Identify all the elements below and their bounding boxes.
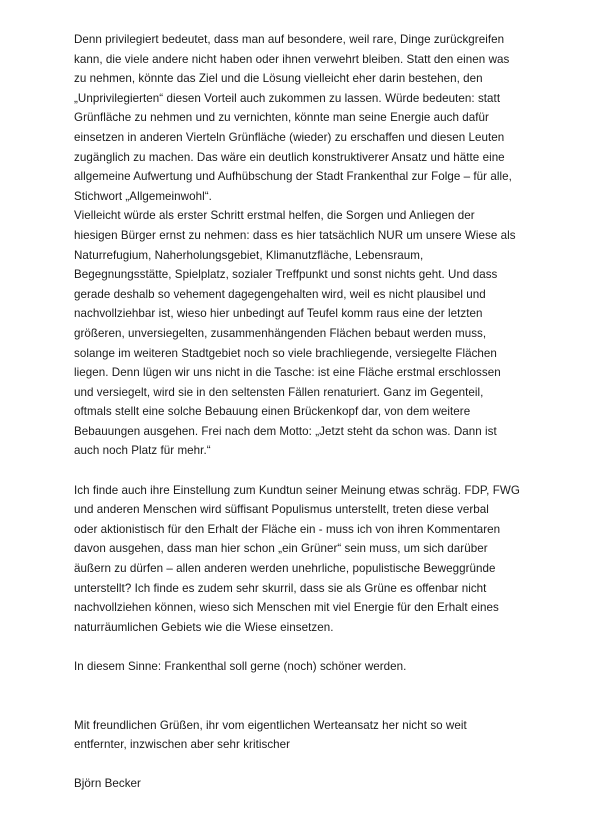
text-line: oder aktionistisch für den Erhalt der Fläche ein - muss ich von ihren Kommentaren	[74, 522, 501, 536]
text-line: größeren, unversiegelten, zusammenhängenden Flächen bebaut werden muss,	[74, 326, 487, 340]
text-line: solange im weiteren Stadtgebiet noch so viele brachliegende, versiegelte Flächen	[74, 346, 497, 360]
text-line: und anderen Menschen wird süffisant Populismus unterstellt, treten diese verbal	[74, 503, 489, 517]
paragraph-privilege	[74, 30, 544, 206]
text-line: In diesem Sinne: Frankenthal soll gerne (noch) schöner werden.	[74, 660, 407, 673]
signature	[74, 774, 544, 794]
text-line: „Unprivilegierten“ diesen Vorteil auch zukommen zu lassen. Würde bedeuten: statt	[74, 91, 501, 105]
paragraph-concerns	[74, 206, 544, 461]
text-line: hiesigen Bürger ernst zu nehmen: dass es hier tatsächlich NUR um unsere Wiese als	[74, 228, 516, 242]
text-line: Ich finde auch ihre Einstellung zum Kundtun seiner Meinung etwas schräg. FDP, FWG	[74, 483, 520, 497]
signature-name: Björn Becker	[74, 777, 141, 791]
text-line: allgemeine Aufwertung und Aufhübschung der Stadt Frankenthal zur Folge – für alle,	[74, 170, 512, 184]
text-line: davon ausgehen, dass man hier schon „ein Grüner“ sein muss, um sich darüber	[74, 542, 488, 556]
text-line: Bebauungen ausgehen. Frei nach dem Motto: „Jetzt steht da schon was. Dann ist	[74, 424, 497, 438]
text-line: Begegnungsstätte, Spielplatz, sozialer Treffpunkt und sonst nichts geht. Und dass	[74, 268, 498, 282]
paragraph-conclusion	[74, 657, 544, 677]
text-line: nachvollziehbar ist, wieso hier unbedingt auf Teufel komm raus eine der letzten	[74, 307, 483, 321]
text-line: entfernter, inzwischen aber sehr kritischer	[74, 738, 291, 752]
text-line: Mit freundlichen Grüßen, ihr vom eigentlichen Werteansatz her nicht so weit	[74, 718, 467, 732]
text-line: liegen. Denn lügen wir uns nicht in die Tasche: ist eine Fläche erstmal erschlossen	[74, 366, 501, 380]
text-line: gerade deshalb so vehement dagegengehalten wird, weil es nicht plausibel und	[74, 287, 486, 301]
text-line: einsetzen in anderen Vierteln Grünfläche (wieder) zu erschaffen und diesen Leuten	[74, 130, 505, 144]
text-line: auch noch Platz für mehr.“	[74, 444, 211, 458]
text-line: zu nehmen, könnte das Ziel und die Lösung vielleicht eher darin bestehen, den	[74, 72, 483, 86]
text-line: unterstellt? Ich finde es zudem sehr skurril, dass sie als Grüne es offenbar nicht	[74, 581, 487, 595]
text-line: und versiegelt, wird sie in den seltensten Fällen renaturiert. Ganz im Gegenteil,	[74, 385, 484, 399]
text-line: nachvollziehen können, wieso sich Menschen mit viel Energie für den Erhalt eines	[74, 601, 499, 615]
text-line: äußern zu dürfen – allen anderen werden unehrliche, populistische Beweggründe	[74, 562, 496, 576]
closing-salutation	[74, 716, 544, 755]
letter-body	[74, 30, 544, 794]
text-line: zugänglich zu machen. Das wäre ein deutlich konstruktiverer Ansatz und hätte eine	[74, 150, 505, 164]
text-line: Denn privilegiert bedeutet, dass man auf besondere, weil rare, Dinge zurückgreifen	[74, 33, 505, 46]
text-line: Naturrefugium, Naherholungsgebiet, Klimanutzfläche, Lebensraum,	[74, 248, 424, 262]
text-line: Grünfläche zu nehmen und zu vernichten, könnte man seine Energie auch dafür	[74, 111, 489, 125]
text-line: oftmals stellt eine solche Bebauung einen Brückenkopf dar, von dem weitere	[74, 405, 471, 419]
text-line: Vielleicht würde als erster Schritt erstmal helfen, die Sorgen und Anliegen der	[74, 209, 475, 223]
text-line: kann, die viele andere nicht haben oder ihnen verwehrt bleiben. Statt den einen was	[74, 52, 510, 66]
text-line: naturräumlichen Gebiets wie die Wiese einsetzen.	[74, 620, 334, 634]
paragraph-opinion	[74, 481, 544, 638]
text-line: Stichwort „Allgemeinwohl“.	[74, 189, 212, 203]
